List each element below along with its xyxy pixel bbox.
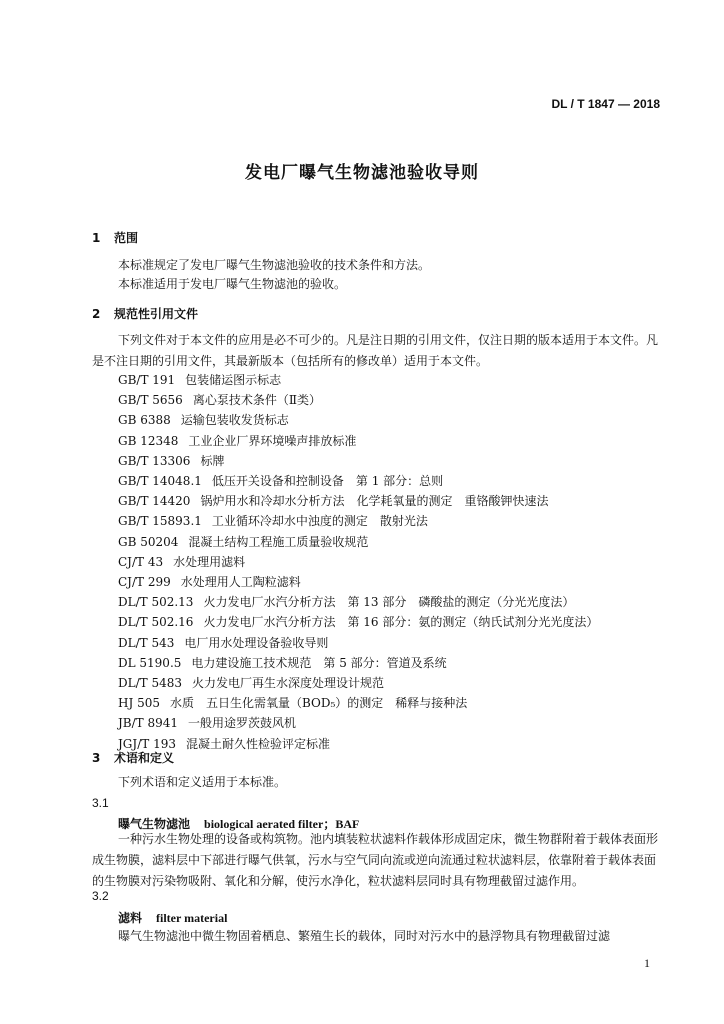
reference-title: 火力发电厂水汽分析方法 第 13 部分 磷酸盐的测定（分光光度法） [203, 595, 575, 610]
reference-item [118, 471, 678, 491]
reference-item [118, 532, 678, 552]
section-3-heading [92, 749, 174, 766]
reference-item [118, 431, 678, 451]
section-3-number: 3 [92, 751, 101, 765]
reference-item [118, 592, 678, 612]
reference-item [118, 633, 678, 653]
reference-title: 电厂用水处理设备验收导则 [184, 635, 329, 650]
reference-code: GB/T 13306 [118, 453, 191, 468]
reference-title: 包装储运图示标志 [185, 373, 282, 387]
reference-title: 离心泵技术条件（Ⅱ类） [192, 393, 321, 408]
reference-item [118, 491, 678, 511]
reference-title: 标牌 [200, 453, 225, 468]
reference-code: DL 5190.5 [118, 655, 182, 670]
reference-code: DL/T 5483 [118, 676, 182, 691]
term-3-2-number: 3.2 [92, 889, 109, 903]
section-2-number: 2 [92, 307, 101, 321]
reference-item [118, 511, 678, 531]
reference-item [118, 693, 678, 713]
page-number: 1 [644, 956, 650, 970]
reference-code: CJ/T 299 [118, 575, 171, 590]
reference-code: DL/T 543 [118, 635, 175, 650]
reference-code: GB 6388 [118, 413, 171, 428]
section-1-paragraph-1: 本标准规定了发电厂曝气生物滤池验收的技术条件和方法。 [118, 258, 431, 272]
term-3-1-definition: 一种污水生物处理的设备或构筑物。池内填装粒状滤料作载体形成固定床，微生物群附着于载体表面形成生物膜，滤料层中下部进行曝气供氧，污水与空气同向流或逆向流通过粒状滤料层，依靠附着于载体表面的生物膜对污染物吸附、氧化和分解，使污水净化，粒状滤料层同时具有物理截留过滤作用。 [92, 832, 659, 888]
reference-code: GB 50204 [118, 534, 179, 549]
reference-code: GB/T 14048.1 [118, 474, 202, 489]
term-3-1-name-en: biological aerated filter；BAF [204, 817, 360, 831]
reference-code: GB/T 14420 [118, 494, 191, 509]
section-1-heading [92, 229, 138, 246]
reference-item [118, 410, 678, 430]
reference-code: HJ 505 [118, 696, 160, 711]
reference-item [118, 552, 678, 572]
reference-title: 运输包装收发货标志 [180, 413, 289, 428]
section-3-title: 术语和定义 [114, 751, 175, 765]
standard-number: DL / T 1847 — 2018 [551, 97, 660, 111]
reference-code: DL/T 502.16 [118, 615, 194, 630]
reference-item [118, 370, 678, 390]
reference-item [118, 451, 678, 471]
reference-title: 火力发电厂再生水深度处理设计规范 [192, 676, 385, 691]
term-3-1-name-cn: 曝气生物滤池 [118, 817, 191, 831]
reference-title: 水处理用滤料 [173, 554, 246, 569]
term-3-2-name [118, 909, 227, 926]
term-3-2-name-en: filter material [156, 911, 228, 925]
reference-title: 混凝土耐久性检验评定标准 [185, 736, 330, 751]
reference-code: JB/T 8941 [118, 716, 179, 731]
reference-title: 一般用途罗茨鼓风机 [188, 716, 297, 731]
reference-item [118, 612, 678, 632]
reference-code: GB 12348 [118, 433, 179, 448]
reference-code: JGJ/T 193 [118, 736, 176, 751]
reference-title: 水处理用人工陶粒滤料 [180, 575, 301, 590]
reference-code: DL/T 502.13 [118, 595, 194, 610]
reference-code: GB/T 15893.1 [118, 514, 202, 529]
section-1-paragraph-2: 本标准适用于发电厂曝气生物滤池的验收。 [118, 277, 347, 291]
section-1-number: 1 [92, 231, 101, 245]
reference-item [118, 713, 678, 733]
reference-item [118, 572, 678, 592]
reference-title: 低压开关设备和控制设备 第 1 部分：总则 [211, 474, 444, 489]
term-3-2-definition: 曝气生物滤池中微生物固着栖息、繁殖生长的载体，同时对污水中的悬浮物具有物理截留过滤 [118, 929, 611, 943]
document-title: 发电厂曝气生物滤池验收导则 [245, 163, 479, 183]
reference-title: 水质 五日生化需氧量（BOD₅）的测定 稀释与接种法 [170, 696, 468, 711]
section-2-heading [92, 305, 198, 322]
reference-title: 混凝土结构工程施工质量验收规范 [188, 534, 369, 549]
reference-code: GB/T 191 [118, 373, 176, 387]
normative-reference-list [118, 370, 678, 754]
section-2-title: 规范性引用文件 [114, 307, 199, 321]
reference-title: 火力发电厂水汽分析方法 第 16 部分：氨的测定（纳氏试剂分光光度法） [203, 615, 599, 630]
term-3-2-name-cn: 滤料 [118, 911, 143, 925]
reference-code: CJ/T 43 [118, 554, 164, 569]
reference-title: 工业企业厂界环境噪声排放标准 [188, 433, 357, 448]
reference-code: GB/T 5656 [118, 393, 183, 408]
reference-title: 锅炉用水和冷却水分析方法 化学耗氧量的测定 重铬酸钾快速法 [200, 494, 549, 509]
section-3-intro: 下列术语和定义适用于本标准。 [118, 775, 287, 789]
reference-item [118, 734, 678, 754]
section-2-intro: 下列文件对于本文件的应用是必不可少的。凡是注日期的引用文件，仅注日期的版本适用于本文件。凡是不注日期的引用文件，其最新版本（包括所有的修改单）适用于本文件。 [92, 333, 659, 368]
reference-item [118, 653, 678, 673]
reference-item [118, 673, 678, 693]
term-3-1-number: 3.1 [92, 796, 109, 810]
reference-title: 工业循环冷却水中浊度的测定 散射光法 [211, 514, 428, 529]
reference-item [118, 390, 678, 410]
reference-title: 电力建设施工技术规范 第 5 部分：管道及系统 [191, 655, 447, 670]
section-1-title: 范围 [114, 231, 139, 245]
